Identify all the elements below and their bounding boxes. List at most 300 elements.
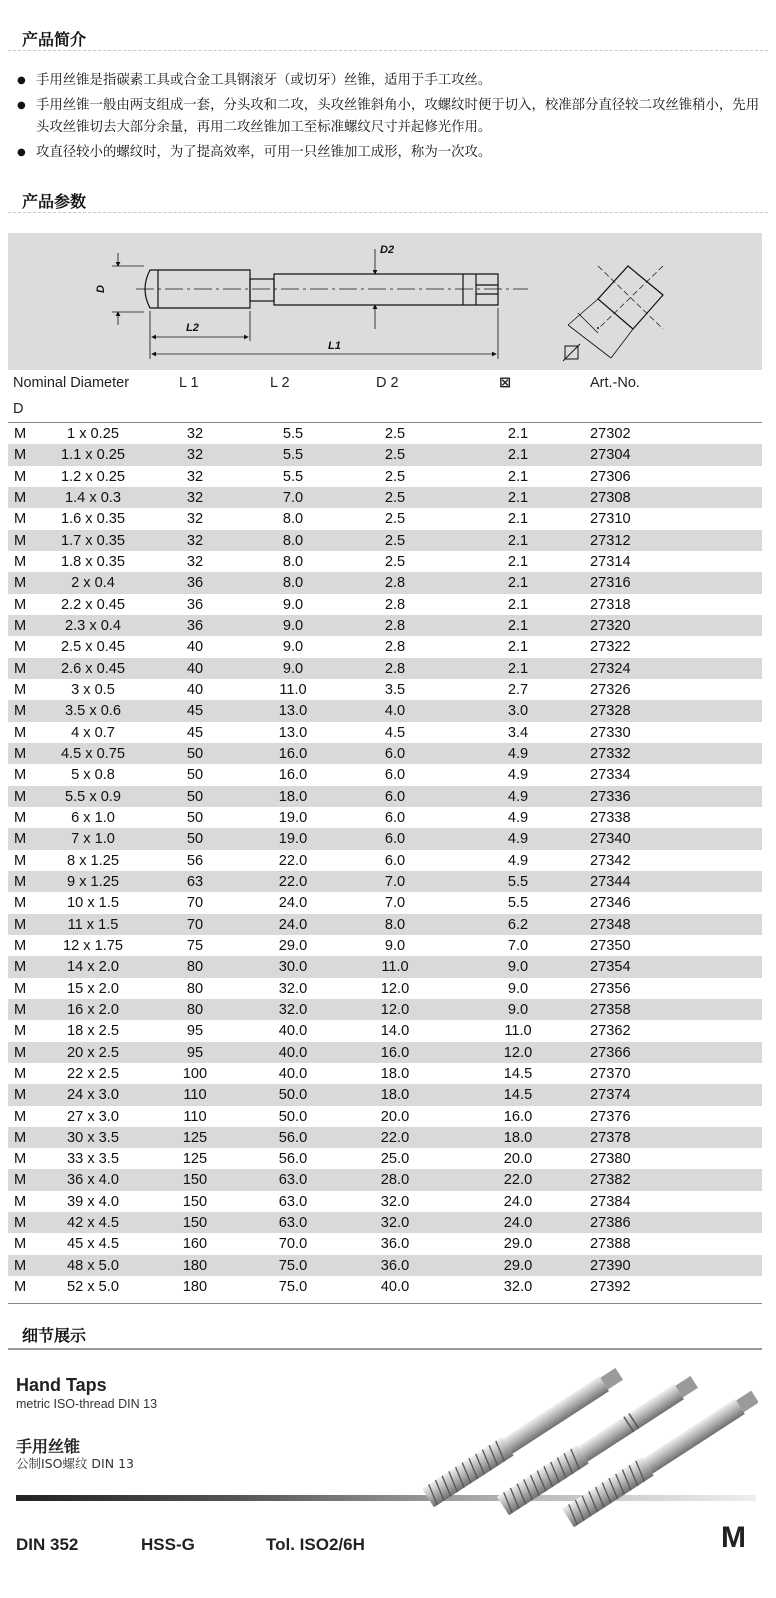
cell-d2: 7.0 xyxy=(384,873,406,890)
cell-l2: 13.0 xyxy=(278,724,308,741)
hand-taps-subtitle-cn: 公制ISO螺纹 DIN 13 xyxy=(16,1456,134,1471)
col-nominal-diameter: Nominal Diameter xyxy=(13,375,130,391)
cell-art: 27378 xyxy=(590,1129,631,1146)
table-row xyxy=(8,1212,762,1233)
cell-size: 8 x 1.25 xyxy=(67,852,119,869)
din-label: DIN 352 xyxy=(16,1535,79,1554)
cell-art: 27320 xyxy=(590,617,631,634)
cell-art: 27316 xyxy=(590,575,631,592)
cell-sq: 6.2 xyxy=(507,916,529,933)
cell-d2: 14.0 xyxy=(380,1023,410,1040)
table-row xyxy=(8,700,762,721)
table-row xyxy=(8,1148,762,1169)
cell-l2: 22.0 xyxy=(278,873,308,890)
table-row xyxy=(8,1233,762,1254)
cell-d2: 12.0 xyxy=(380,1001,410,1018)
cell-l2: 70.0 xyxy=(278,1236,308,1253)
label-l2: L2 xyxy=(186,322,199,334)
cell-size: 10 x 1.5 xyxy=(67,895,119,912)
cell-l1: 95 xyxy=(186,1023,204,1040)
cell-l2: 16.0 xyxy=(278,745,308,762)
cell-art: 27386 xyxy=(590,1215,631,1232)
cell-m: M xyxy=(14,575,27,592)
cell-d2: 6.0 xyxy=(384,852,406,869)
cell-l2: 9.0 xyxy=(282,639,304,656)
table-row xyxy=(8,615,762,636)
params-section-header xyxy=(0,189,776,213)
cell-l1: 40 xyxy=(186,660,204,677)
cell-l2: 29.0 xyxy=(278,937,308,954)
cell-size: 2.6 x 0.45 xyxy=(60,660,126,677)
cell-sq: 2.1 xyxy=(507,511,529,528)
cell-m: M xyxy=(14,639,27,656)
intro-bullet: ● 手用丝锥一般由两支组成一套，分头攻和二攻，头攻丝锥斜角小，攻螺纹时便于切入，校准部分直径较二攻丝锥稍小，先用头攻丝锥切去大部分余量，再用二攻丝锥加工至标准螺纹尺寸并起修光作用。 xyxy=(14,95,764,139)
cell-l2: 5.5 xyxy=(282,426,304,442)
cell-d2: 7.0 xyxy=(384,895,406,912)
col-nominal-sub: D xyxy=(13,401,24,417)
section-divider xyxy=(8,50,768,51)
cell-size: 1.6 x 0.35 xyxy=(60,511,126,528)
table-row xyxy=(8,1276,762,1297)
cell-size: 1.7 x 0.35 xyxy=(60,532,126,549)
cell-size: 48 x 5.0 xyxy=(67,1257,119,1274)
cell-d2: 3.5 xyxy=(384,681,406,698)
cell-d2: 4.5 xyxy=(384,724,406,741)
cell-art: 27348 xyxy=(590,916,631,933)
cell-l1: 32 xyxy=(186,426,204,442)
cell-d2: 2.8 xyxy=(384,596,406,613)
cell-size: 33 x 3.5 xyxy=(67,1151,119,1168)
cell-sq: 24.0 xyxy=(503,1215,533,1232)
intro-bullet: ● 攻直径较小的螺纹时，为了提高效率，可用一只丝锥加工成形，称为一次攻。 xyxy=(14,142,764,164)
cell-sq: 9.0 xyxy=(507,1001,529,1018)
cell-art: 27344 xyxy=(590,873,631,890)
cell-m: M xyxy=(14,1236,27,1253)
col-d2: D 2 xyxy=(376,375,399,391)
square-end-view xyxy=(563,266,663,361)
cell-m: M xyxy=(14,660,27,677)
cell-l2: 63.0 xyxy=(278,1215,308,1232)
cell-m: M xyxy=(14,895,27,912)
detail-panel xyxy=(8,1348,762,1598)
col-art-no: Art.-No. xyxy=(590,375,640,391)
cell-art: 27336 xyxy=(590,788,631,805)
cell-l2: 32.0 xyxy=(278,1001,308,1018)
cell-size: 6 x 1.0 xyxy=(71,809,115,826)
cell-sq: 4.9 xyxy=(507,809,529,826)
metric-letter: M xyxy=(721,1521,746,1554)
cell-art: 27350 xyxy=(590,937,631,954)
table-row xyxy=(8,999,762,1020)
cell-art: 27332 xyxy=(590,745,631,762)
cell-size: 24 x 3.0 xyxy=(67,1087,119,1104)
cell-sq: 5.5 xyxy=(507,873,529,890)
cell-sq: 12.0 xyxy=(503,1044,533,1061)
cell-l2: 50.0 xyxy=(278,1087,308,1104)
cell-size: 27 x 3.0 xyxy=(67,1108,119,1125)
cell-l1: 180 xyxy=(182,1257,208,1274)
cell-m: M xyxy=(14,1172,27,1189)
cell-l1: 50 xyxy=(186,745,204,762)
cell-size: 2.2 x 0.45 xyxy=(60,596,126,613)
cell-size: 36 x 4.0 xyxy=(67,1172,119,1189)
cell-l2: 40.0 xyxy=(278,1065,308,1082)
cell-art: 27346 xyxy=(590,895,631,912)
cell-l2: 16.0 xyxy=(278,767,308,784)
cell-size: 18 x 2.5 xyxy=(67,1023,119,1040)
table-row xyxy=(8,1255,762,1276)
cell-art: 27338 xyxy=(590,809,631,826)
detail-section-title: 细节展示 xyxy=(22,1326,87,1345)
cell-sq: 29.0 xyxy=(503,1236,533,1253)
cell-d2: 2.5 xyxy=(384,489,406,506)
cell-sq: 4.9 xyxy=(507,852,529,869)
cell-size: 2.3 x 0.4 xyxy=(65,617,121,634)
cell-m: M xyxy=(14,489,27,506)
cell-m: M xyxy=(14,1279,27,1296)
cell-d2: 6.0 xyxy=(384,831,406,848)
cell-d2: 2.8 xyxy=(384,660,406,677)
cell-l1: 95 xyxy=(186,1044,204,1061)
cell-art: 27342 xyxy=(590,852,631,869)
cell-sq: 2.1 xyxy=(507,468,529,485)
cell-sq: 4.9 xyxy=(507,788,529,805)
cell-sq: 2.7 xyxy=(507,681,529,698)
material-label: HSS-G xyxy=(141,1535,195,1554)
cell-sq: 2.1 xyxy=(507,639,529,656)
table-row xyxy=(8,530,762,551)
cell-m: M xyxy=(14,1108,27,1125)
table-row xyxy=(8,956,762,977)
table-row xyxy=(8,466,762,487)
cell-d2: 9.0 xyxy=(384,937,406,954)
tap-drawing xyxy=(8,233,762,370)
cell-size: 4 x 0.7 xyxy=(71,724,115,741)
cell-sq: 4.9 xyxy=(507,831,529,848)
table-row xyxy=(8,572,762,593)
table-row xyxy=(8,978,762,999)
cell-size: 1.8 x 0.35 xyxy=(60,553,126,570)
cell-sq: 32.0 xyxy=(503,1279,533,1296)
cell-l1: 45 xyxy=(186,703,204,720)
table-row xyxy=(8,594,762,615)
cell-sq: 2.1 xyxy=(507,660,529,677)
cell-m: M xyxy=(14,511,27,528)
cell-m: M xyxy=(14,959,27,976)
cell-d2: 6.0 xyxy=(384,745,406,762)
cell-m: M xyxy=(14,617,27,634)
cell-l1: 110 xyxy=(183,1087,207,1104)
cell-m: M xyxy=(14,596,27,613)
section-divider xyxy=(8,212,768,213)
cell-l1: 32 xyxy=(186,553,204,570)
cell-d2: 32.0 xyxy=(380,1193,410,1210)
cell-sq: 4.9 xyxy=(507,745,529,762)
detail-top-rule xyxy=(8,1348,762,1350)
cell-l1: 32 xyxy=(186,489,204,506)
cell-l2: 19.0 xyxy=(278,831,308,848)
cell-m: M xyxy=(14,916,27,933)
table-row xyxy=(8,871,762,892)
cell-m: M xyxy=(14,553,27,570)
table-row xyxy=(8,743,762,764)
cell-d2: 2.8 xyxy=(384,617,406,634)
cell-art: 27392 xyxy=(590,1279,631,1296)
cell-m: M xyxy=(14,809,27,826)
cell-d2: 6.0 xyxy=(384,767,406,784)
cell-art: 27358 xyxy=(590,1001,631,1018)
intro-bullet: ● 手用丝锥是指碳素工具或合金工具钢滚牙（或切牙）丝锥，适用于手工攻丝。 xyxy=(14,70,764,92)
cell-size: 11 x 1.5 xyxy=(67,916,119,933)
cell-l2: 8.0 xyxy=(282,575,304,592)
cell-sq: 2.1 xyxy=(507,426,529,442)
cell-l2: 40.0 xyxy=(278,1044,308,1061)
params-section-title: 产品参数 xyxy=(22,192,87,211)
cell-l1: 70 xyxy=(186,895,204,912)
cell-m: M xyxy=(14,980,27,997)
cell-sq: 2.1 xyxy=(507,617,529,634)
table-row xyxy=(8,444,762,465)
cell-art: 27366 xyxy=(590,1044,631,1061)
cell-size: 5.5 x 0.9 xyxy=(65,788,121,805)
table-row xyxy=(8,935,762,956)
cell-sq: 9.0 xyxy=(507,980,529,997)
cell-sq: 24.0 xyxy=(503,1193,533,1210)
table-row xyxy=(8,892,762,913)
cell-l2: 8.0 xyxy=(282,532,304,549)
cell-sq: 22.0 xyxy=(503,1172,533,1189)
cell-d2: 2.5 xyxy=(384,468,406,485)
table-row xyxy=(8,1020,762,1041)
spec-table xyxy=(8,370,762,1297)
cell-l2: 7.0 xyxy=(282,489,304,506)
cell-art: 27302 xyxy=(590,426,631,442)
table-row xyxy=(8,1042,762,1063)
table-row xyxy=(8,722,762,743)
cell-l2: 22.0 xyxy=(278,852,308,869)
detail-section-header xyxy=(0,1323,776,1347)
cell-sq: 2.1 xyxy=(507,575,529,592)
table-header xyxy=(8,370,762,423)
table-row xyxy=(8,658,762,679)
cell-size: 1.4 x 0.3 xyxy=(65,489,121,506)
cell-l1: 40 xyxy=(186,639,204,656)
cell-art: 27330 xyxy=(590,724,631,741)
cell-size: 42 x 4.5 xyxy=(67,1215,119,1232)
cell-sq: 2.1 xyxy=(507,447,529,464)
cell-l1: 36 xyxy=(186,617,204,634)
cell-m: M xyxy=(14,1087,27,1104)
cell-l1: 50 xyxy=(186,788,204,805)
cell-size: 1.1 x 0.25 xyxy=(60,447,126,464)
cell-art: 27308 xyxy=(590,489,631,506)
cell-l1: 160 xyxy=(182,1236,208,1253)
cell-l2: 24.0 xyxy=(278,895,308,912)
cell-size: 1 x 0.25 xyxy=(67,426,119,442)
hand-taps-photo xyxy=(408,1368,758,1528)
col-square-icon: ⊠ xyxy=(499,375,512,391)
cell-l1: 150 xyxy=(182,1215,208,1232)
cell-art: 27382 xyxy=(590,1172,631,1189)
cell-m: M xyxy=(14,937,27,954)
table-row xyxy=(8,828,762,849)
cell-m: M xyxy=(14,1129,27,1146)
col-l2: L 2 xyxy=(270,375,290,391)
cell-d2: 20.0 xyxy=(380,1108,410,1125)
cell-sq: 18.0 xyxy=(503,1129,533,1146)
cell-art: 27334 xyxy=(590,767,631,784)
col-l1: L 1 xyxy=(179,375,199,391)
cell-sq: 2.1 xyxy=(507,532,529,549)
cell-art: 27340 xyxy=(590,831,631,848)
cell-m: M xyxy=(14,1151,27,1168)
cell-size: 4.5 x 0.75 xyxy=(60,745,126,762)
cell-art: 27384 xyxy=(590,1193,631,1210)
cell-l1: 80 xyxy=(186,959,204,976)
cell-l2: 63.0 xyxy=(278,1193,308,1210)
label-d: D xyxy=(95,285,107,293)
table-row xyxy=(8,1169,762,1190)
table-row xyxy=(8,1127,762,1148)
cell-l2: 13.0 xyxy=(278,703,308,720)
cell-art: 27314 xyxy=(590,553,631,570)
cell-d2: 18.0 xyxy=(380,1065,410,1082)
intro-section-header xyxy=(0,27,776,51)
cell-l1: 63 xyxy=(186,873,204,890)
cell-m: M xyxy=(14,703,27,720)
cell-l1: 125 xyxy=(182,1151,208,1168)
cell-art: 27356 xyxy=(590,980,631,997)
cell-m: M xyxy=(14,873,27,890)
table-row xyxy=(8,487,762,508)
cell-m: M xyxy=(14,1044,27,1061)
cell-d2: 16.0 xyxy=(380,1044,410,1061)
cell-sq: 5.5 xyxy=(507,895,529,912)
table-bottom-rule xyxy=(8,1303,762,1304)
cell-l2: 30.0 xyxy=(278,959,308,976)
cell-d2: 2.5 xyxy=(384,553,406,570)
cell-l1: 50 xyxy=(186,767,204,784)
cell-d2: 25.0 xyxy=(380,1151,410,1168)
cell-sq: 2.1 xyxy=(507,596,529,613)
cell-l2: 9.0 xyxy=(282,617,304,634)
cell-l2: 11.0 xyxy=(279,681,307,698)
cell-sq: 3.4 xyxy=(507,724,529,741)
cell-l2: 9.0 xyxy=(282,596,304,613)
cell-m: M xyxy=(14,447,27,464)
cell-m: M xyxy=(14,788,27,805)
cell-l2: 63.0 xyxy=(278,1172,308,1189)
cell-l2: 75.0 xyxy=(278,1279,308,1296)
cell-art: 27328 xyxy=(590,703,631,720)
cell-l1: 150 xyxy=(182,1172,208,1189)
cell-l2: 75.0 xyxy=(278,1257,308,1274)
cell-l1: 80 xyxy=(186,1001,204,1018)
cell-art: 27370 xyxy=(590,1065,631,1082)
cell-size: 1.2 x 0.25 xyxy=(60,468,126,485)
cell-l1: 56 xyxy=(186,852,204,869)
cell-sq: 2.1 xyxy=(507,489,529,506)
cell-l2: 8.0 xyxy=(282,553,304,570)
table-row xyxy=(8,764,762,785)
cell-art: 27388 xyxy=(590,1236,631,1253)
cell-l1: 80 xyxy=(186,980,204,997)
cell-l2: 9.0 xyxy=(282,660,304,677)
cell-d2: 8.0 xyxy=(384,916,406,933)
table-row xyxy=(8,551,762,572)
cell-d2: 2.5 xyxy=(384,511,406,528)
intro-section-title: 产品简介 xyxy=(22,30,87,49)
cell-m: M xyxy=(14,852,27,869)
cell-size: 3.5 x 0.6 xyxy=(65,703,121,720)
cell-m: M xyxy=(14,468,27,485)
cell-l1: 40 xyxy=(186,681,204,698)
cell-m: M xyxy=(14,532,27,549)
table-row xyxy=(8,679,762,700)
cell-m: M xyxy=(14,831,27,848)
cell-l2: 56.0 xyxy=(278,1129,308,1146)
cell-size: 7 x 1.0 xyxy=(71,831,115,848)
hand-taps-title: Hand Taps xyxy=(16,1375,107,1395)
cell-size: 12 x 1.75 xyxy=(62,937,124,954)
cell-l1: 50 xyxy=(186,809,204,826)
label-l1: L1 xyxy=(328,340,341,352)
cell-sq: 11.0 xyxy=(504,1023,532,1040)
table-row xyxy=(8,850,762,871)
table-row xyxy=(8,423,762,444)
cell-l1: 32 xyxy=(186,447,204,464)
intro-bullet-list xyxy=(14,70,764,167)
cell-l1: 110 xyxy=(183,1108,207,1125)
cell-sq: 3.0 xyxy=(507,703,529,720)
cell-l1: 32 xyxy=(186,511,204,528)
cell-sq: 20.0 xyxy=(503,1151,533,1168)
cell-size: 2.5 x 0.45 xyxy=(60,639,126,656)
cell-art: 27362 xyxy=(590,1023,631,1040)
table-row xyxy=(8,1106,762,1127)
cell-d2: 6.0 xyxy=(384,788,406,805)
cell-size: 15 x 2.0 xyxy=(67,980,119,997)
table-row xyxy=(8,1191,762,1212)
table-row xyxy=(8,1063,762,1084)
cell-d2: 22.0 xyxy=(380,1129,410,1146)
cell-sq: 9.0 xyxy=(507,959,529,976)
cell-art: 27322 xyxy=(590,639,631,656)
table-row xyxy=(8,636,762,657)
cell-l2: 5.5 xyxy=(282,468,304,485)
cell-size: 52 x 5.0 xyxy=(67,1279,119,1296)
cell-art: 27380 xyxy=(590,1151,631,1168)
cell-m: M xyxy=(14,1193,27,1210)
cell-sq: 14.5 xyxy=(503,1065,533,1082)
cell-l1: 70 xyxy=(186,916,204,933)
cell-d2: 6.0 xyxy=(384,809,406,826)
cell-d2: 2.8 xyxy=(384,575,406,592)
cell-size: 22 x 2.5 xyxy=(67,1065,119,1082)
tap-dimension-diagram xyxy=(8,233,762,370)
hand-taps-title-cn: 手用丝锥 xyxy=(16,1437,81,1456)
cell-size: 2 x 0.4 xyxy=(71,575,115,592)
cell-size: 9 x 1.25 xyxy=(67,873,119,890)
cell-art: 27304 xyxy=(590,447,631,464)
cell-art: 27310 xyxy=(590,511,631,528)
cell-art: 27318 xyxy=(590,596,631,613)
cell-art: 27312 xyxy=(590,532,631,549)
cell-d2: 2.5 xyxy=(384,532,406,549)
cell-d2: 40.0 xyxy=(380,1279,410,1296)
cell-d2: 12.0 xyxy=(380,980,410,997)
cell-size: 3 x 0.5 xyxy=(71,681,115,698)
